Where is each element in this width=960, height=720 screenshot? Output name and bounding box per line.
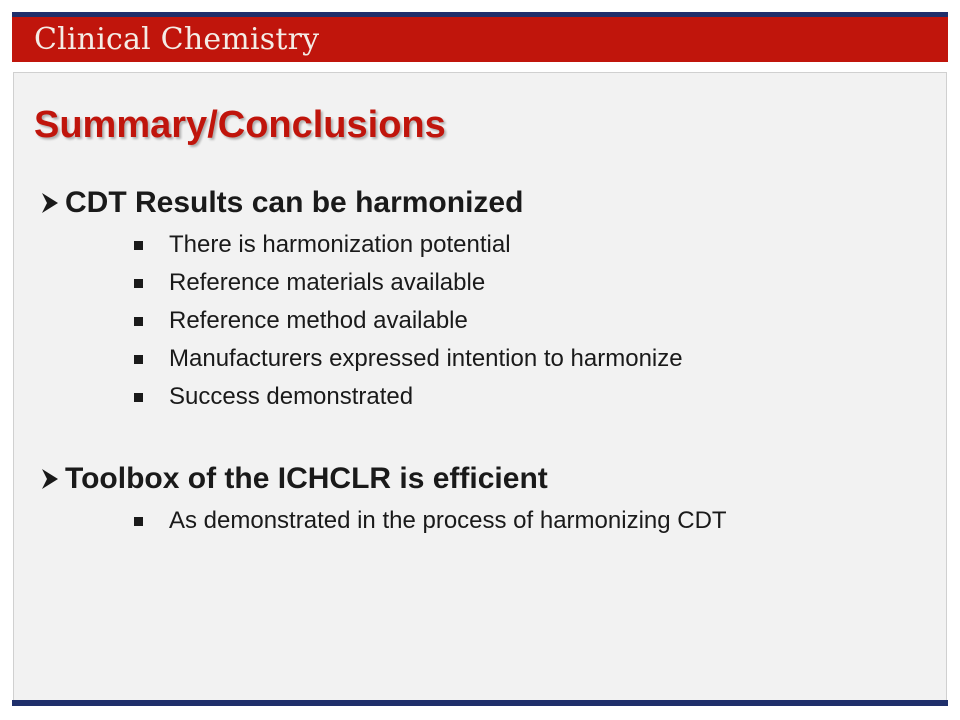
list-item [40, 378, 940, 416]
list-item [40, 340, 940, 378]
list-item-text: Success demonstrated [169, 383, 414, 410]
list-item-text: Reference method available [169, 307, 468, 334]
list-item-text: As demonstrated in the process of harmonizing CDT [169, 507, 727, 534]
square-bullet-icon [134, 241, 143, 250]
arrow-bullet-icon [40, 192, 60, 214]
footer-rule [12, 700, 948, 706]
section-toolbox [40, 460, 940, 540]
square-bullet-icon [134, 517, 143, 526]
list-item [40, 226, 940, 264]
list-item [40, 264, 940, 302]
list-item [40, 302, 940, 340]
section-heading-text: CDT Results can be harmonized [65, 186, 524, 219]
square-bullet-icon [134, 279, 143, 288]
list-item [40, 502, 940, 540]
list-item-text: Manufacturers expressed intention to harmonize [169, 345, 683, 372]
list-item-text: Reference materials available [169, 269, 486, 296]
section-heading [40, 184, 940, 222]
section-heading-text: Toolbox of the ICHCLR is efficient [65, 462, 548, 495]
square-bullet-icon [134, 355, 143, 364]
square-bullet-icon [134, 317, 143, 326]
section-harmonized [40, 184, 940, 416]
square-bullet-icon [134, 393, 143, 402]
journal-title: Clinical Chemistry [34, 22, 320, 57]
section-heading [40, 460, 940, 498]
sub-list [40, 226, 940, 416]
sub-list [40, 502, 940, 540]
list-item-text: There is harmonization potential [169, 231, 511, 258]
slide-title: Summary/Conclusions [34, 104, 446, 146]
arrow-bullet-icon [40, 468, 60, 490]
